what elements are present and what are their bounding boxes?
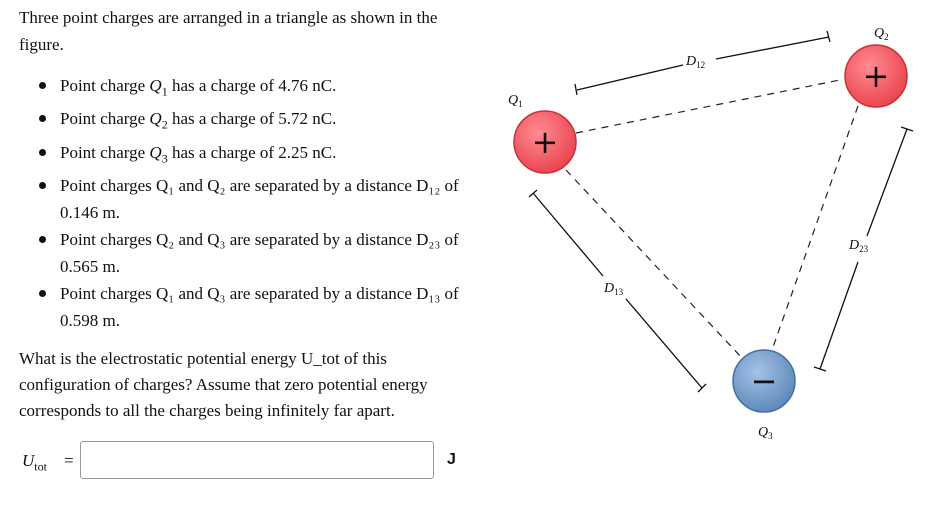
equals-sign: = <box>64 451 74 470</box>
bullet-d23-distance: Point charges Q₂ and Q₃ are separated by a distance D₂₃ of 0.565 m. <box>60 226 469 280</box>
label-d13: $D_{13}$ <box>604 281 624 297</box>
problem-intro: Three point charges are arranged in a triangle as shown in the figure. <box>19 8 438 54</box>
bullet-q3-charge: Point charge $Q_3$ has a charge of 2.25 nC. <box>60 139 469 172</box>
label-q1: $Q_1$ <box>508 93 523 109</box>
plus-sign-icon: + <box>531 123 559 161</box>
bullet-d12-distance: Point charges Q₁ and Q₂ are separated by a distance D₁₂ of 0.146 m. <box>60 172 469 226</box>
question-text: What is the electrostatic potential energy U_tot of this configuration of charges? Assume that zero potential energy corresponds to all the charges being infinitely far apart. <box>19 349 428 421</box>
charge-q1 <box>508 93 576 173</box>
answer-label: $U_{tot}$ <box>22 451 47 474</box>
charge-q3 <box>733 350 795 441</box>
bullet-q1-charge: Point charge $Q_1$ has a charge of 4.76 nC. <box>60 72 469 105</box>
triangle-sides <box>566 80 858 358</box>
label-d23: $D_{23}$ <box>849 238 869 254</box>
label-q2: $Q_2$ <box>874 26 889 42</box>
bullet-q2-charge: Point charge $Q_2$ has a charge of 5.72 nC. <box>60 105 469 138</box>
charge-q2 <box>845 26 907 107</box>
plus-sign-icon: + <box>862 57 890 95</box>
bullet-d13-distance: Point charges Q₁ and Q₃ are separated by a distance D₁₃ of 0.598 m. <box>60 280 469 334</box>
side-q1-q2 <box>576 80 840 133</box>
side-q2-q3 <box>772 106 858 350</box>
answer-unit: J <box>447 451 456 468</box>
label-d12: $D_{12}$ <box>686 54 706 70</box>
minus-sign-icon: − <box>750 362 778 400</box>
label-q3: $Q_3$ <box>758 425 773 441</box>
